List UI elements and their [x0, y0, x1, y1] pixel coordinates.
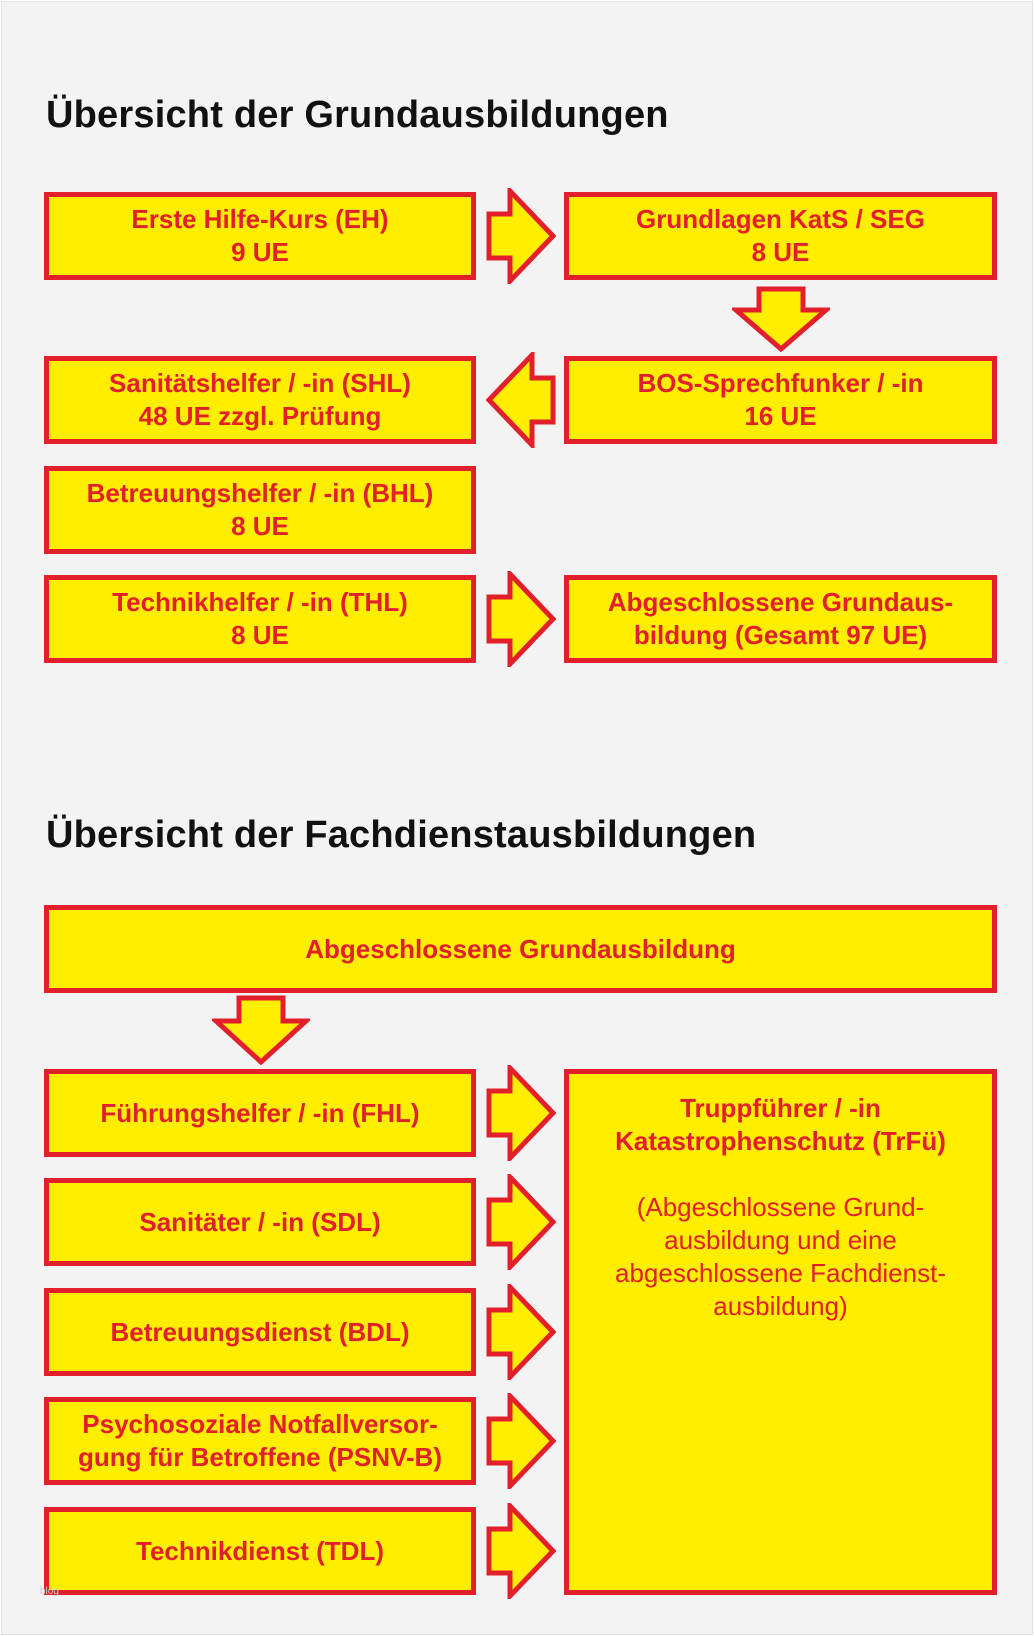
box-hours: 16 UE — [744, 401, 817, 431]
box-label: Sanitäter / -in (SDL) — [139, 1206, 381, 1237]
box-truppfuehrer — [564, 1069, 997, 1595]
box-label: Psychosoziale Notfallversor- — [82, 1409, 438, 1439]
box-label: Erste Hilfe-Kurs (EH) — [131, 204, 389, 234]
note-line: ausbildung) — [713, 1291, 848, 1321]
arrow-right-icon — [486, 571, 556, 667]
arrow-down-icon — [732, 286, 830, 352]
box-fuehrungshelfer — [44, 1069, 476, 1157]
box-label: Technikhelfer / -in (THL) — [112, 587, 408, 617]
box-sanitaetshelfer — [44, 356, 476, 444]
arrow-right-icon — [486, 1393, 556, 1489]
box-grundlagen-kats — [564, 192, 997, 280]
section-title-fachdienstausbildungen: Übersicht der Fachdienstausbildungen — [46, 814, 757, 856]
box-technikdienst — [44, 1507, 476, 1595]
arrow-left-icon — [486, 352, 556, 448]
arrow-right-icon — [486, 1503, 556, 1599]
box-label-cont: gung für Betroffene (PSNV-B) — [78, 1442, 442, 1472]
box-label: Abgeschlossene Grundausbildung — [305, 933, 736, 964]
box-hours: 48 UE zzgl. Prüfung — [138, 401, 382, 431]
arrow-right-icon — [486, 1174, 556, 1270]
box-label: Sanitätshelfer / -in (SHL) — [109, 368, 411, 398]
box-label: Führungshelfer / -in (FHL) — [100, 1097, 420, 1128]
box-hours: 8 UE — [231, 511, 289, 541]
note-line: (Abgeschlossene Grund- — [636, 1192, 925, 1222]
box-technikhelfer — [44, 575, 476, 663]
box-label: Abgeschlossene Grundaus- — [607, 587, 954, 617]
box-note — [615, 1191, 946, 1323]
arrow-right-icon — [486, 188, 556, 284]
box-label: Technikdienst (TDL) — [136, 1535, 384, 1566]
box-betreuungshelfer — [44, 466, 476, 554]
box-abgeschlossene-grundausbildung-full — [44, 905, 997, 993]
box-abgeschlossene-grundausbildung — [564, 575, 997, 663]
box-label: Betreuungsdienst (BDL) — [110, 1316, 410, 1347]
box-sanitaeter — [44, 1178, 476, 1266]
box-psnv — [44, 1397, 476, 1485]
arrow-down-icon — [212, 995, 310, 1065]
box-label: Truppführer / -in — [680, 1093, 881, 1123]
box-bos-sprechfunker — [564, 356, 997, 444]
box-erste-hilfe — [44, 192, 476, 280]
box-betreuungsdienst — [44, 1288, 476, 1376]
arrow-right-icon — [486, 1284, 556, 1380]
section-title-grundausbildungen: Übersicht der Grundausbildungen — [46, 94, 669, 136]
watermark-text: blog — [40, 1586, 59, 1597]
box-label: Grundlagen KatS / SEG — [636, 204, 925, 234]
box-label-cont: Katastrophenschutz (TrFü) — [615, 1126, 946, 1156]
box-hours: 8 UE — [231, 620, 289, 650]
box-label: BOS-Sprechfunker / -in — [637, 368, 924, 398]
arrow-right-icon — [486, 1065, 556, 1161]
box-hours: 9 UE — [231, 237, 289, 267]
diagram-panel — [1, 1, 1033, 1635]
box-label: Betreuungshelfer / -in (BHL) — [86, 478, 434, 508]
note-line: ausbildung und eine — [664, 1225, 897, 1255]
box-label-cont: bildung (Gesamt 97 UE) — [633, 620, 928, 650]
box-hours: 8 UE — [751, 237, 810, 267]
note-line: abgeschlossene Fachdienst- — [615, 1258, 946, 1288]
